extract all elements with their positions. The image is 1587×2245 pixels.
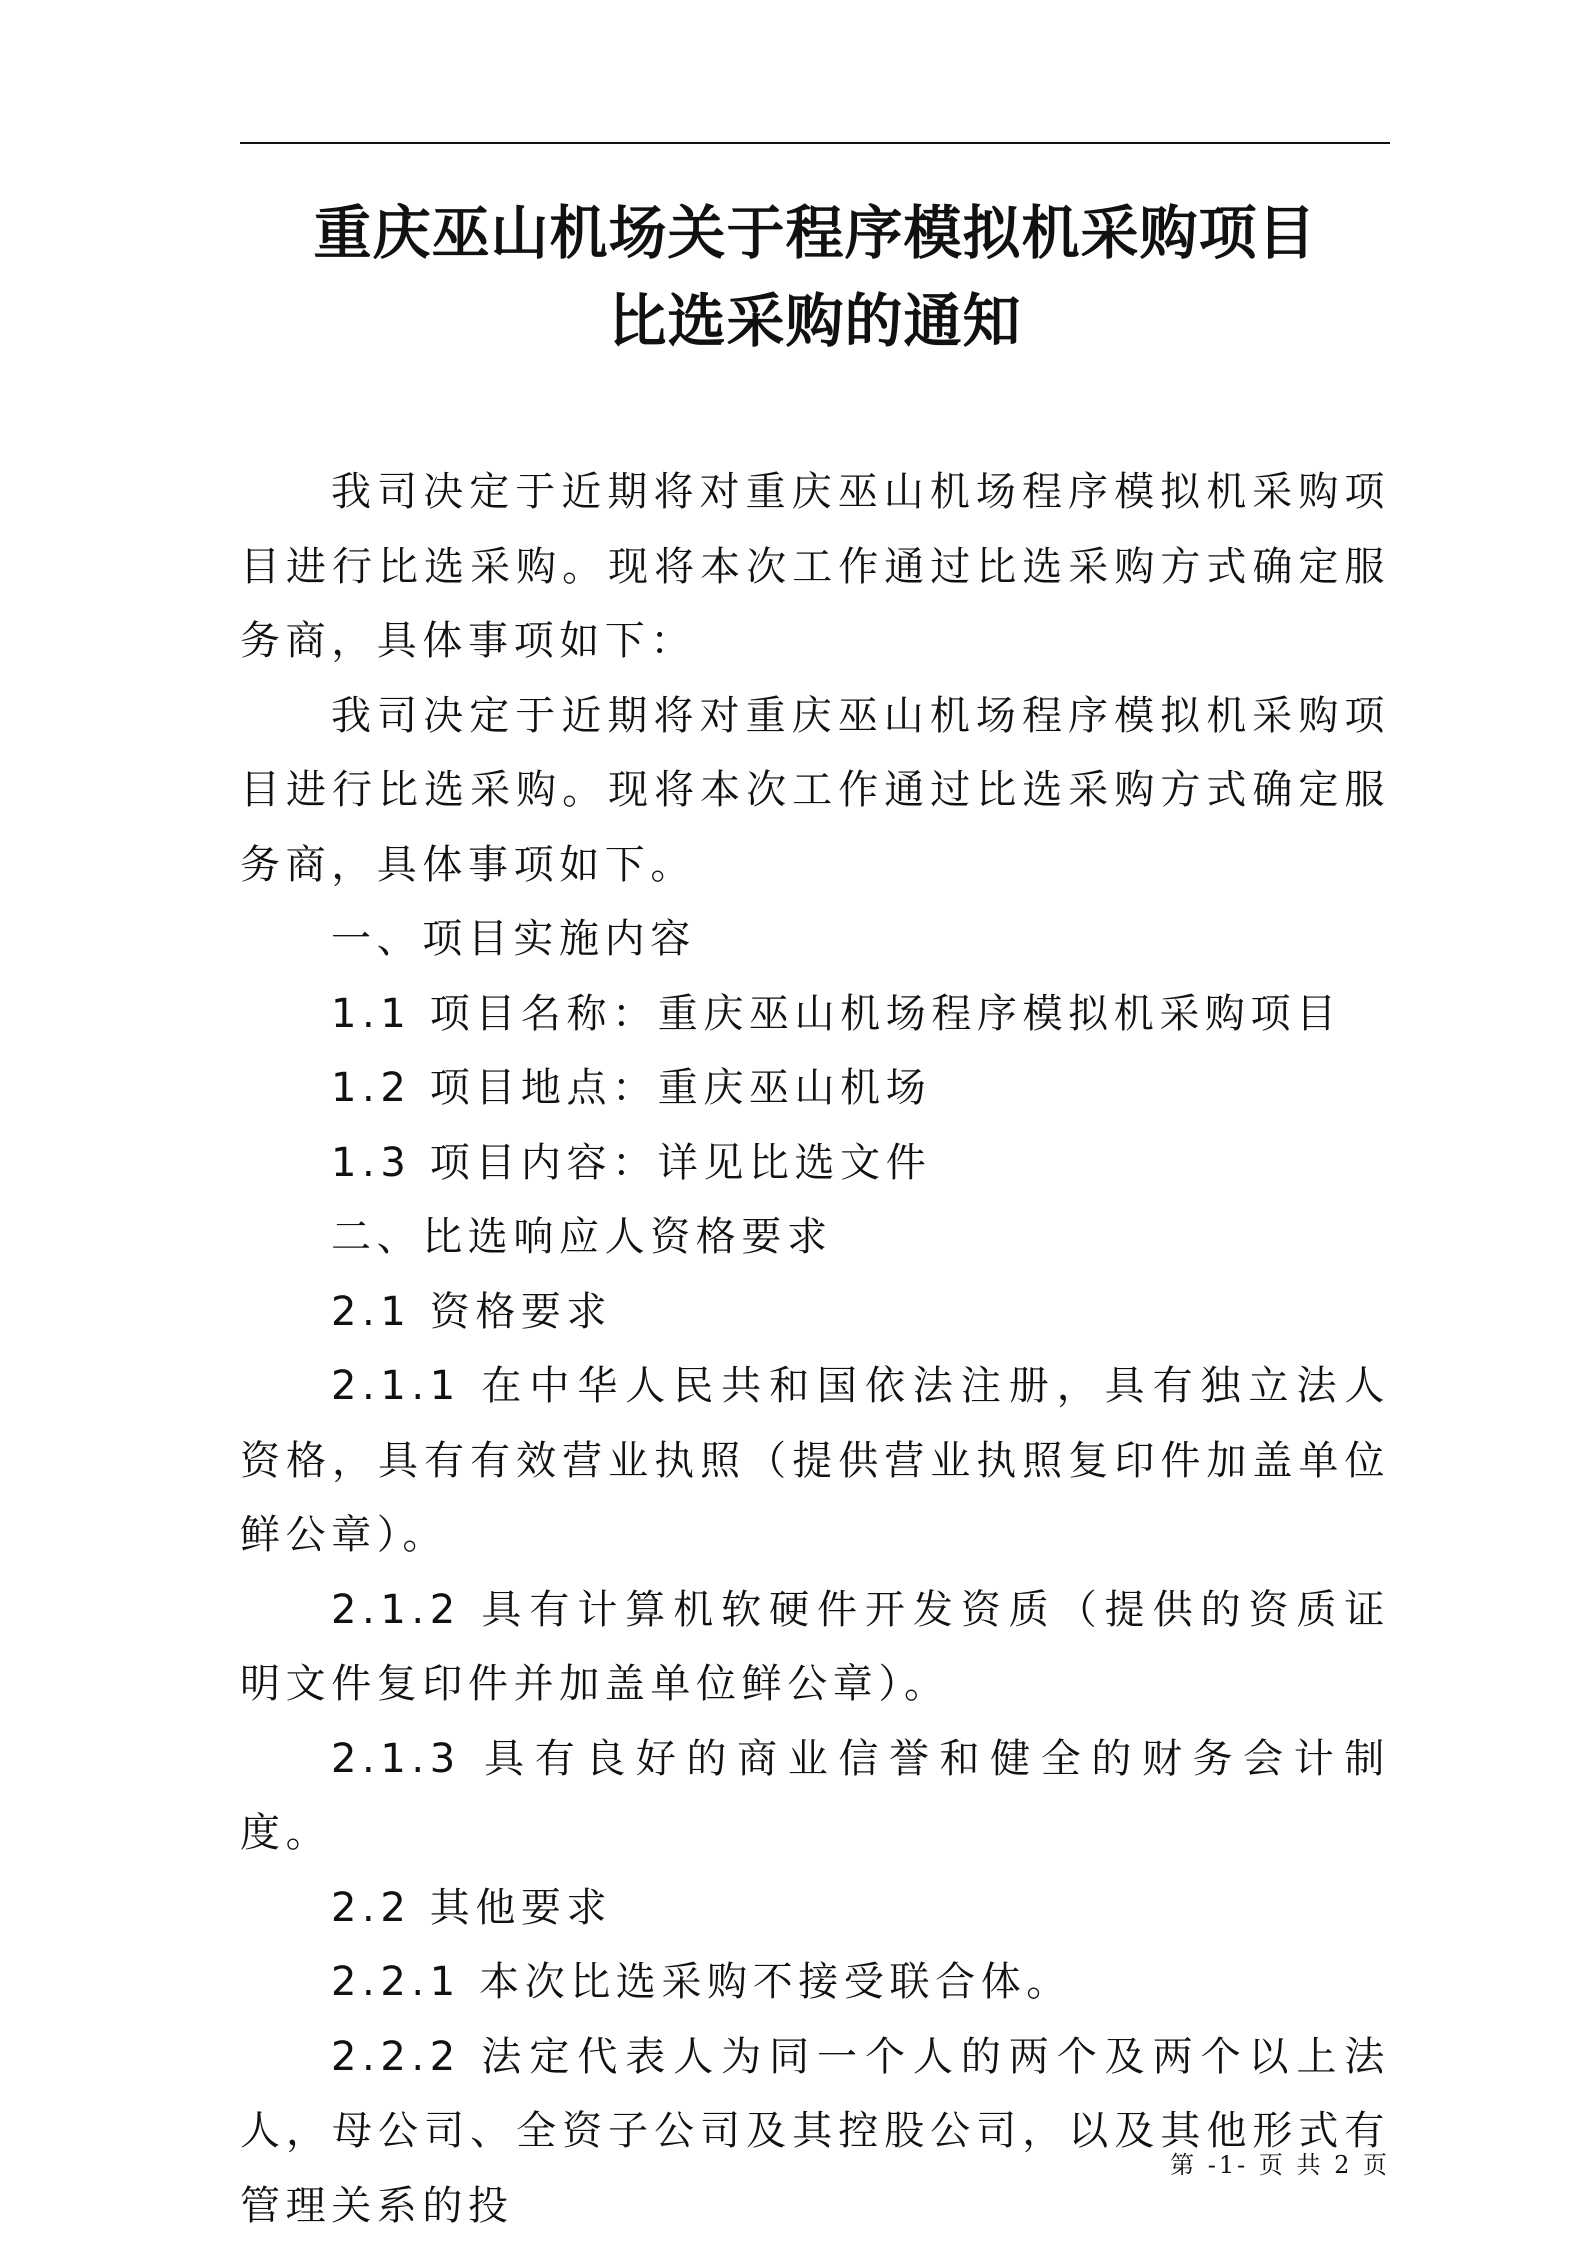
item-1-3: 1.3 项目内容：详见比选文件: [331, 1139, 932, 1186]
item-2-1-1: 2.1.1 在中华人民共和国依法注册，具有独立法人资格，具有有效营业执照（提供营业执照复印件加盖单位鲜公章）。: [240, 1363, 1390, 1558]
page-number-footer: 第 -1- 页 共 2 页: [1170, 2151, 1390, 2179]
item-1-2: 1.2 项目地点：重庆巫山机场: [331, 1065, 932, 1111]
section-heading-2: 二、比选响应人资格要求: [331, 1214, 833, 1260]
item-2-1-3: 2.1.3 具有良好的商业信誉和健全的财务会计制度。: [240, 1735, 1390, 1856]
item-1-1: 1.1 项目名称：重庆巫山机场程序模拟机采购项目: [331, 990, 1342, 1037]
item-2-2-2: 2.2.2 法定代表人为同一个人的两个及两个以上法人，母公司、全资子公司及其控股公司，以及其他形式有管理关系的投: [240, 2033, 1390, 2229]
item-2-2: 2.2 其他要求: [331, 1884, 613, 1931]
paragraph-intro-1: 我司决定于近期将对重庆巫山机场程序模拟机采购项目进行比选采购。现将本次工作通过比选采购方式确定服务商，具体事项如下：: [240, 469, 1390, 664]
document-title-line-1: 重庆巫山机场关于程序模拟机采购项目: [313, 199, 1317, 267]
item-2-1-2: 2.1.2 具有计算机软硬件开发资质（提供的资质证明文件复印件并加盖单位鲜公章）。: [240, 1586, 1390, 1707]
item-2-1: 2.1 资格要求: [331, 1288, 613, 1335]
document-title-line-2: 比选采购的通知: [608, 287, 1022, 355]
document-body: [240, 455, 1390, 2243]
section-heading-1: 一、项目实施内容: [331, 916, 696, 962]
header-divider: [240, 142, 1390, 144]
item-2-2-1: 2.2.1 本次比选采购不接受联合体。: [331, 1959, 1072, 2005]
paragraph-intro-2: 我司决定于近期将对重庆巫山机场程序模拟机采购项目进行比选采购。现将本次工作通过比选采购方式确定服务商，具体事项如下。: [240, 692, 1390, 888]
